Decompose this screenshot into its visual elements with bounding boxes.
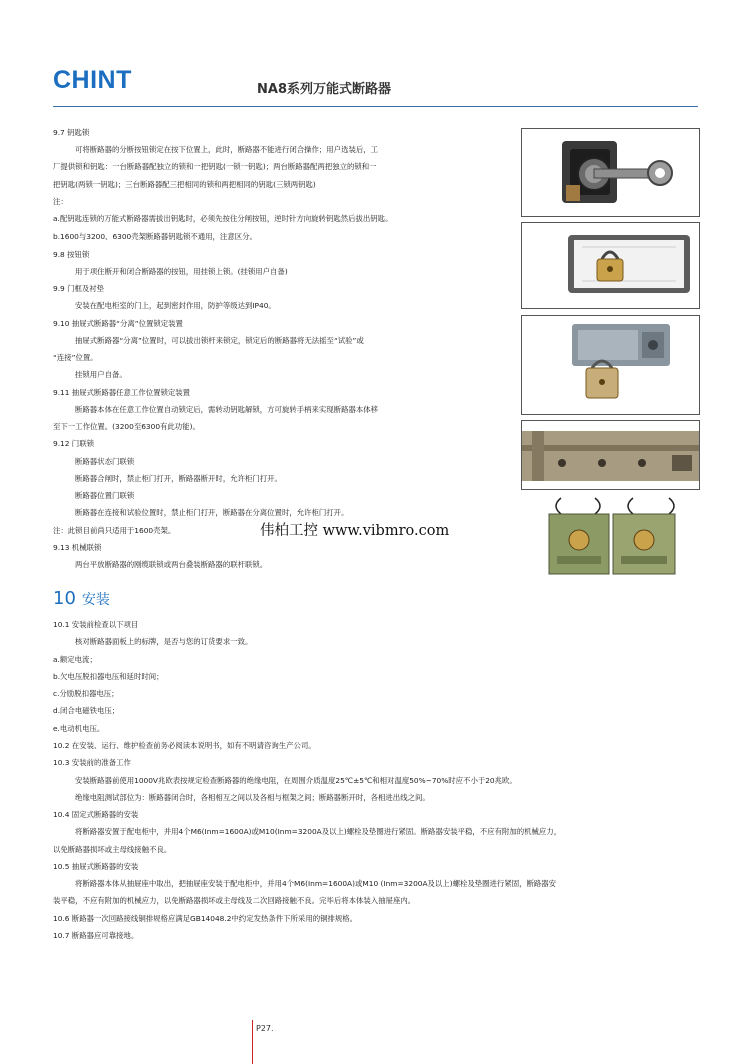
list-item: b.欠电压脱扣器电压和延时时间； [53,672,164,681]
paragraph-line: 断路器位置门联锁 [75,491,135,500]
heading-10-7: 10.7 断路器应可靠接地。 [53,931,139,940]
heading-9-9: 9.9 门框及衬垫 [53,284,105,293]
paragraph-line: 两台平放断路器的刚缆联锁或两台叠装断路器的联杆联锁。 [75,560,268,569]
key-lock-photo [521,128,700,217]
paragraph-line: “连接”位置。 [53,353,98,362]
paragraph-line: 把钥匙(两锁一钥匙)；三台断路器配三把相同的锁和两把相同的钥匙(三锁两钥匙) [53,180,316,189]
paragraph-line: 装平稳，不应有附加的机械应力，以免断路器损坏或主母线及二次回路接触不良。完毕后将本体装入抽屉座内。 [53,896,416,905]
paragraph-line: 断路器在连接和试验位置时，禁止柜门打开，断路器在分离位置时，允许柜门打开。 [75,508,349,517]
heading-10-3: 10.3 安装前的准备工作 [53,758,131,767]
section-10-title: 安装 [81,592,110,608]
paragraph-line: 安装断路器前使用1000V兆欧表按规定检查断路器的绝缘电阻，在周围介质温度25℃±5℃和相对温度50%~70%时应不小于20兆欧。 [75,776,517,785]
drawout-lock-illustration [522,316,699,414]
watermark-text: 伟柏工控 www.vibmro.com [260,523,450,539]
heading-10-4: 10.4 固定式断路器的安装 [53,810,139,819]
paragraph-line: 以免断路器损坏或主母线接触不良。 [53,845,172,854]
paragraph-line: 挂锁用户自备。 [75,370,127,379]
heading-10-5: 10.5 抽屉式断路器的安装 [53,862,139,871]
note-a: a.配钥匙连锁的万能式断路器需拔出钥匙时，必须先按住分闸按钮，逆时针方向旋转钥匙然后拔出钥匙。 [53,214,393,223]
paragraph-line: 断路器状态门联锁 [75,457,135,466]
list-item: e.电动机电压。 [53,724,105,733]
heading-10-2: 10.2 在安装、运行、维护检查前务必阅读本说明书，如有不明请咨询生产公司。 [53,741,316,750]
section-10-number: 10 [53,588,76,609]
list-item: c.分励脱扣器电压； [53,689,119,698]
footer-rule [252,1020,253,1064]
paragraph-line: 核对断路器面板上的标牌，是否与您的订货要求一致。 [75,637,253,646]
mechanical-interlock-photo [521,494,698,579]
paragraph-line: 断路器本体在任意工作位置自动锁定后，需转动钥匙解锁，方可旋转手柄来实现断路器本体移 [75,405,379,414]
drawout-lock-photo [521,315,700,415]
paragraph-line: 安装在配电柜室的门上，起到密封作用，防护等级达到IP40。 [75,301,276,310]
paragraph-line: 用于项住断开和闭合断路器的按钮，用挂锁上锁。(挂锁用户自备) [75,267,288,276]
paragraph-line: 断路器合闸时，禁止柜门打开，断路器断开时，允许柜门打开。 [75,474,282,483]
key-lock-illustration [522,129,699,216]
note-b: b.1600与3200、6300壳架断路器钥匙锁不通用，注意区分。 [53,232,257,241]
paragraph-line: 至下一工作位置。(3200至6300有此功能)。 [53,422,200,431]
note-label: 注： [53,197,68,206]
heading-9-12: 9.12 门联锁 [53,439,94,448]
heading-10-1: 10.1 安装前检查以下项目 [53,620,139,629]
list-item: d.闭合电磁铁电压； [53,706,120,715]
header-rule [53,106,698,107]
button-lock-illustration [522,223,699,308]
heading-9-7: 9.7 钥匙锁 [53,128,90,137]
chint-logo: CHINT [53,66,132,94]
list-item: a.额定电流； [53,655,97,664]
position-lock-illustration [522,421,699,489]
heading-9-11: 9.11 抽屉式断路器任意工作位置锁定装置 [53,388,191,397]
heading-9-8: 9.8 按钮锁 [53,250,90,259]
page-number: P27. [256,1024,274,1033]
note-line: 注：此锁目前尚只适用于1600壳架。 [53,526,176,535]
mechanical-interlock-illustration [521,494,698,579]
paragraph-line: 将断路器安置于配电柜中，并用4个M6(Inm=1600A)或M10(Inm=3200A及以上)螺栓及垫圈进行紧固。断路器安装平稳，不应有附加的机械应力， [75,827,562,836]
button-lock-photo [521,222,700,309]
section-10-heading [53,588,110,609]
paragraph-line: 绝缘电阻测试部位为：断路器闭合时，各相相互之间以及各相与框架之间；断路器断开时，各相进出线之间。 [75,793,430,802]
paragraph-line: 可将断路器的分断按钮锁定在按下位置上，此时，断路器不能进行闭合操作；用户选装后，工 [75,145,379,154]
paragraph-line: 厂提供锁和钥匙：一台断路器配独立的锁和一把钥匙(一锁一钥匙)；两台断路器配两把独立的锁和一 [53,162,377,171]
paragraph-line: 抽屉式断路器“分离”位置时，可以拔出锁杆来锁定，锁定后的断路器将无法摇至“试验”或 [75,336,364,345]
heading-9-13: 9.13 机械联锁 [53,543,102,552]
position-lock-photo [521,420,700,490]
heading-9-10: 9.10 抽屉式断路器“分离”位置锁定装置 [53,319,183,328]
paragraph-line: 将断路器本体从抽屉座中取出，把抽屉座安装于配电柜中，并用4个M6(Inm=1600A)或M10 (Inm=3200A及以上)螺栓及垫圈进行紧固，断路器安 [75,879,557,888]
heading-10-6: 10.6 断路器一次回路接线铜排规格应满足GB14048.2中约定发热条件下所采用的铜排规格。 [53,914,358,923]
document-title: NA8系列万能式断路器 [257,82,391,97]
